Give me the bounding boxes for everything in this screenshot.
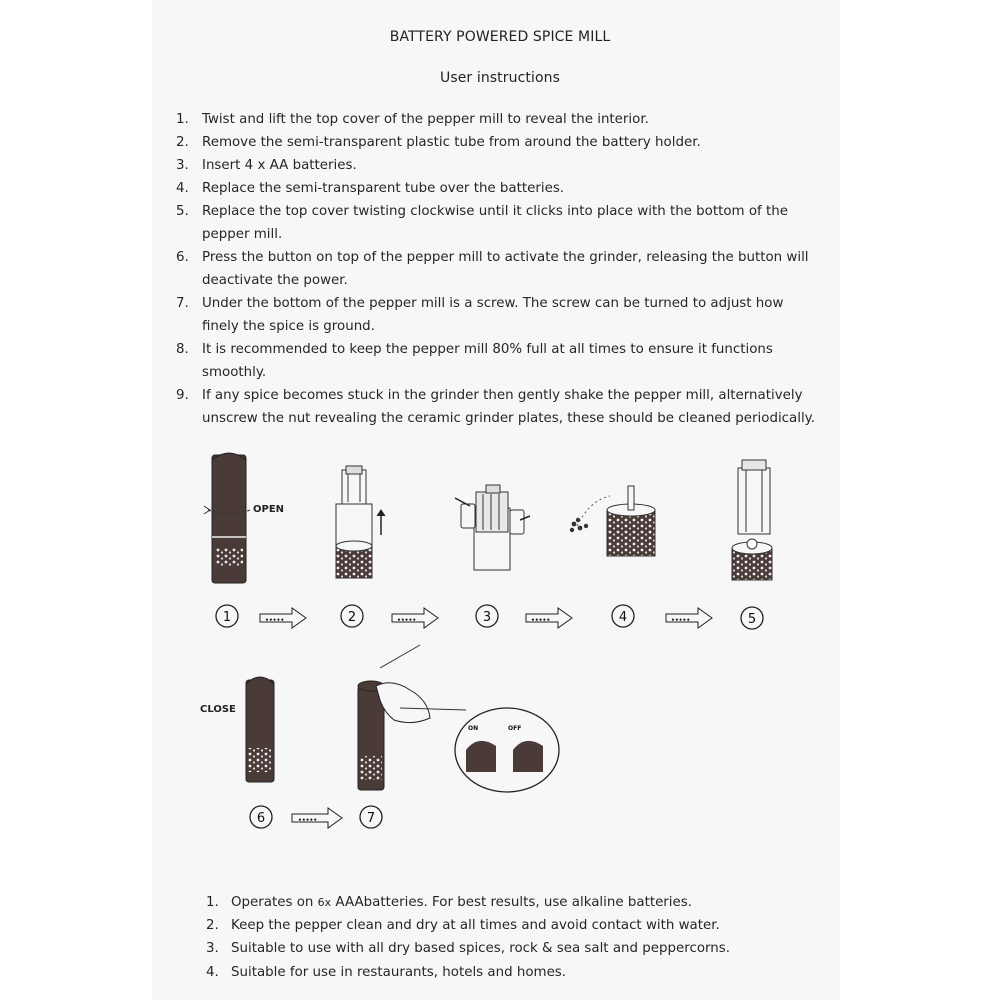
note-number: 3. — [206, 941, 219, 957]
note-item — [206, 914, 826, 937]
figure-6-mill-closed — [200, 677, 274, 782]
instruction-text-continued: pepper mill. — [202, 227, 283, 242]
instruction-text-continued: smoothly. — [202, 365, 267, 380]
note-item — [206, 891, 826, 914]
note-item — [206, 961, 826, 984]
instruction-item — [176, 292, 826, 338]
instruction-item — [176, 338, 826, 384]
svg-text:1: 1 — [222, 610, 232, 625]
figure-1-mill-open — [204, 453, 284, 583]
note-text: Suitable for use in restaurants, hotels and homes. — [231, 964, 567, 980]
on-off-inset — [455, 708, 559, 792]
svg-text:3: 3 — [482, 610, 492, 625]
instruction-item — [176, 108, 826, 131]
svg-text:•••••: ••••• — [671, 617, 691, 624]
instruction-number: 4. — [176, 181, 189, 196]
svg-text:5: 5 — [747, 612, 757, 627]
instruction-number: 9. — [176, 388, 189, 403]
instruction-number: 6. — [176, 250, 189, 265]
instruction-number: 5. — [176, 204, 189, 219]
step-number-3 — [476, 605, 498, 627]
arrow-right-icon — [392, 608, 438, 628]
svg-text:7: 7 — [366, 811, 376, 826]
figure-3-insert-batteries — [455, 485, 530, 570]
svg-text:4: 4 — [618, 610, 628, 625]
on-label: ON — [468, 725, 479, 732]
figure-4-fill-spice — [570, 486, 655, 556]
svg-text:2: 2 — [347, 610, 357, 625]
svg-text:•••••: ••••• — [298, 817, 318, 824]
instruction-text: Remove the semi-transparent plastic tube from around the battery holder. — [202, 135, 701, 150]
instruction-list — [176, 108, 826, 430]
notes-list — [206, 891, 826, 984]
instruction-item — [176, 200, 826, 246]
document-title: BATTERY POWERED SPICE MILL — [389, 29, 611, 45]
instruction-item — [176, 131, 826, 154]
note-text-small: 6x — [317, 896, 332, 909]
step-number-4 — [612, 605, 634, 627]
step-number-1 — [216, 605, 238, 627]
instruction-number: 8. — [176, 342, 189, 357]
note-text: Operates on — [231, 895, 318, 910]
note-number: 4. — [206, 964, 219, 980]
svg-text:•••••: ••••• — [265, 617, 285, 624]
svg-text:6: 6 — [256, 811, 266, 826]
instruction-item — [176, 177, 826, 200]
figure-5-reassemble — [732, 460, 772, 580]
svg-text:•••••: ••••• — [397, 617, 417, 624]
instruction-item — [176, 246, 826, 292]
step-number-5 — [741, 607, 763, 629]
close-label: CLOSE — [200, 704, 236, 715]
instruction-number: 3. — [176, 158, 189, 173]
note-text: Keep the pepper clean and dry at all times and avoid contact with water. — [231, 918, 720, 934]
instruction-text: Replace the semi-transparent tube over the batteries. — [202, 181, 565, 196]
note-number: 2. — [206, 918, 219, 934]
note-text: Suitable to use with all dry based spices, rock & sea salt and peppercorns. — [231, 941, 730, 957]
step-number-7 — [360, 806, 382, 828]
instruction-text-continued: unscrew the nut revealing the ceramic grinder plates, these should be cleaned periodically. — [202, 411, 815, 426]
arrow-right-icon — [292, 808, 342, 828]
instruction-text: It is recommended to keep the pepper mill 80% full at all times to ensure it functions — [202, 342, 773, 357]
instruction-text: Press the button on top of the pepper mill to activate the grinder, releasing the button will — [202, 250, 809, 265]
assembly-diagram — [0, 440, 1000, 850]
instruction-text: Under the bottom of the pepper mill is a screw. The screw can be turned to adjust how — [202, 296, 784, 311]
instruction-text: Insert 4 x AA batteries. — [202, 158, 357, 173]
figure-2-mill-lifted — [336, 466, 385, 578]
instruction-text: Replace the top cover twisting clockwise until it clicks into place with the bottom of the — [202, 204, 788, 219]
instruction-text: Twist and lift the top cover of the pepper mill to reveal the interior. — [202, 112, 649, 127]
instruction-number: 7. — [176, 296, 189, 311]
instruction-item — [176, 384, 826, 430]
note-number: 1. — [206, 895, 219, 910]
document-subtitle: User instructions — [439, 70, 561, 86]
open-label: OPEN — [253, 504, 285, 515]
arrow-right-icon — [666, 608, 712, 628]
note-item — [206, 937, 826, 960]
instruction-text-continued: deactivate the power. — [202, 273, 348, 288]
off-label: OFF — [508, 725, 522, 732]
note-text-end: AAAbatteries. For best results, use alkaline batteries. — [331, 895, 692, 910]
instruction-item — [176, 154, 826, 177]
instruction-number: 2. — [176, 135, 189, 150]
arrow-right-icon — [260, 608, 306, 628]
instruction-number: 1. — [176, 112, 189, 127]
step-number-2 — [341, 605, 363, 627]
figure-7-press-button — [358, 645, 466, 790]
instruction-text: If any spice becomes stuck in the grinder then gently shake the pepper mill, alternatively — [202, 388, 803, 403]
arrow-right-icon — [526, 608, 572, 628]
step-number-6 — [250, 806, 272, 828]
svg-text:•••••: ••••• — [531, 617, 551, 624]
instruction-text-continued: finely the spice is ground. — [202, 319, 375, 334]
